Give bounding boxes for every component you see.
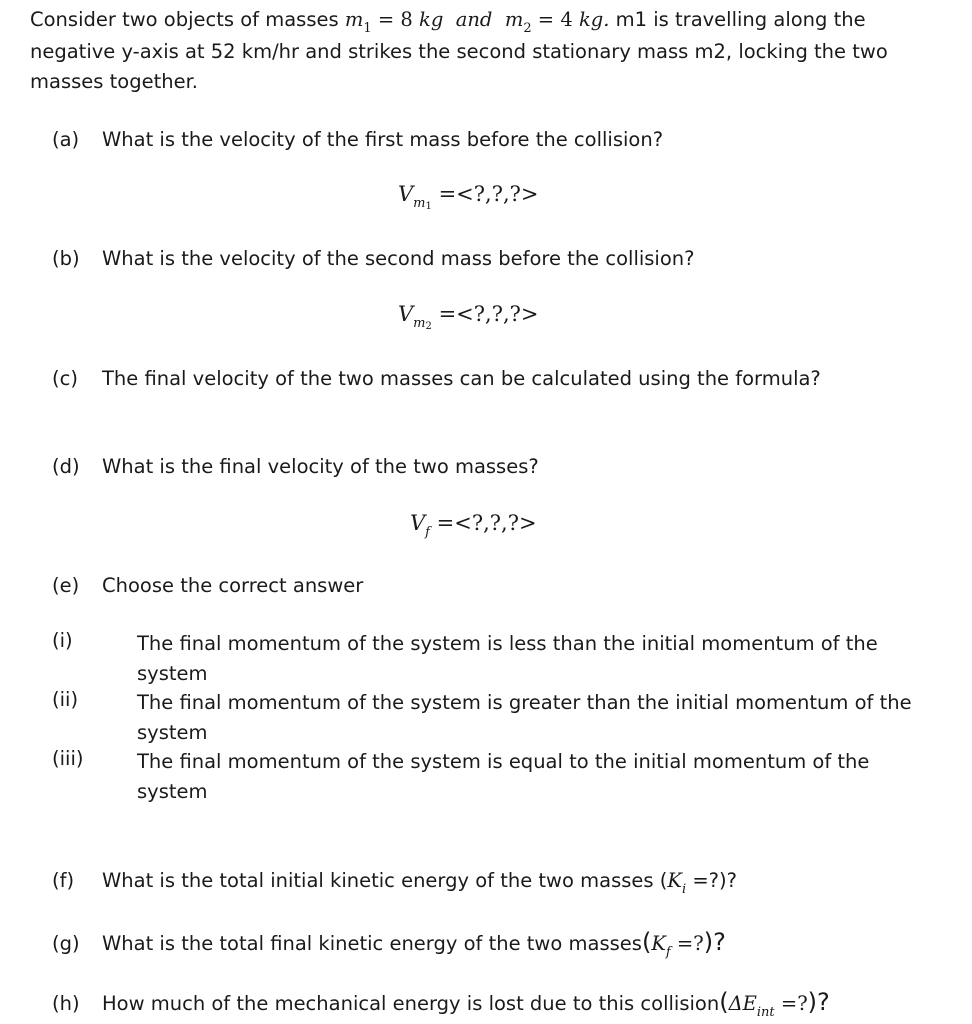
question-f-label: (f) <box>52 869 75 892</box>
equation-vm1 <box>398 182 538 212</box>
kf-open-paren: ( <box>641 928 652 956</box>
mass2-unit: kg. <box>578 8 610 31</box>
question-e-text: Choose the correct answer <box>102 574 364 597</box>
intro-start: Consider two objects of masses <box>30 8 339 31</box>
question-d <box>52 455 539 478</box>
question-f-text: What is the total initial kinetic energy of the two masses ( <box>102 869 668 892</box>
question-a <box>52 128 663 151</box>
question-h-text: How much of the mechanical energy is lost due to this collision <box>102 992 720 1015</box>
option-i-number: (i) <box>52 629 73 652</box>
vm2-value: =<?,?,?> <box>438 302 539 326</box>
kf-close: )? <box>703 928 726 956</box>
option-ii[interactable] <box>52 688 927 747</box>
option-ii-number: (ii) <box>52 688 79 711</box>
kf-subscript: f <box>665 945 671 960</box>
vm2-sub-number: 2 <box>425 321 432 332</box>
eint-value: =? <box>780 992 808 1015</box>
eint-open-paren: ( <box>719 988 729 1016</box>
question-g-label: (g) <box>52 932 80 955</box>
question-g-text: What is the total final kinetic energy of the two masses <box>102 932 642 955</box>
question-f <box>52 869 737 897</box>
ki-subscript: i <box>681 882 687 897</box>
question-b <box>52 247 695 270</box>
equation-vm2 <box>398 302 538 332</box>
question-c <box>52 367 821 390</box>
mass1-symbol: m <box>344 8 364 31</box>
vm1-value: =<?,?,?> <box>438 182 539 206</box>
mass2-value: = 4 <box>537 8 573 31</box>
kf-symbol: K <box>651 932 666 955</box>
intro-line-1 <box>30 8 866 36</box>
vf-value: =<?,?,?> <box>436 511 537 535</box>
mass1-unit: kg <box>419 8 444 31</box>
option-iii-number: (iii) <box>52 747 84 770</box>
vm2-sub-symbol: m <box>413 316 426 331</box>
question-a-label: (a) <box>52 128 80 151</box>
question-h <box>52 988 830 1020</box>
equation-vf <box>410 511 537 540</box>
option-ii-text: The final momentum of the system is greater than the initial momentum of the system <box>137 691 912 744</box>
mass1-subscript: 1 <box>363 21 372 36</box>
question-h-label: (h) <box>52 992 80 1015</box>
option-iii-text: The final momentum of the system is equal to the initial momentum of the system <box>137 750 870 803</box>
ki-symbol: K <box>667 869 682 892</box>
question-d-label: (d) <box>52 455 80 478</box>
vm1-symbol: V <box>398 182 414 206</box>
question-g <box>52 928 726 960</box>
question-c-label: (c) <box>52 367 78 390</box>
mass1-value: = 8 <box>377 8 413 31</box>
vm1-sub-number: 1 <box>425 201 432 212</box>
eint-subscript: int <box>756 1005 775 1020</box>
vf-subscript: f <box>425 525 430 540</box>
question-e-label: (e) <box>52 574 80 597</box>
eint-close: )? <box>807 988 830 1016</box>
vf-symbol: V <box>410 511 426 535</box>
and-word: and <box>455 8 493 31</box>
intro-line1-tail: m1 is travelling along the <box>615 8 866 31</box>
question-b-label: (b) <box>52 247 80 270</box>
mass2-symbol: m <box>504 8 524 31</box>
option-i-text: The final momentum of the system is less than the initial momentum of the system <box>137 632 878 685</box>
question-d-text: What is the final velocity of the two masses? <box>102 455 539 478</box>
intro-line-3: masses together. <box>30 70 198 93</box>
ki-value: =?)? <box>692 869 737 892</box>
intro-line-2: negative y-axis at 52 km/hr and strikes the second stationary mass m2, locking the two <box>30 40 888 63</box>
option-i[interactable] <box>52 629 927 688</box>
question-a-text: What is the velocity of the first mass before the collision? <box>102 128 664 151</box>
option-iii[interactable] <box>52 747 927 806</box>
question-e <box>52 574 363 597</box>
vm2-symbol: V <box>398 302 414 326</box>
kf-value: =? <box>676 932 704 955</box>
vm1-sub-symbol: m <box>413 196 426 211</box>
question-c-text: The final velocity of the two masses can be calculated using the formula? <box>102 367 821 390</box>
eint-symbol: ΔE <box>728 992 757 1015</box>
mass2-subscript: 2 <box>523 21 532 36</box>
question-b-text: What is the velocity of the second mass before the collision? <box>102 247 695 270</box>
